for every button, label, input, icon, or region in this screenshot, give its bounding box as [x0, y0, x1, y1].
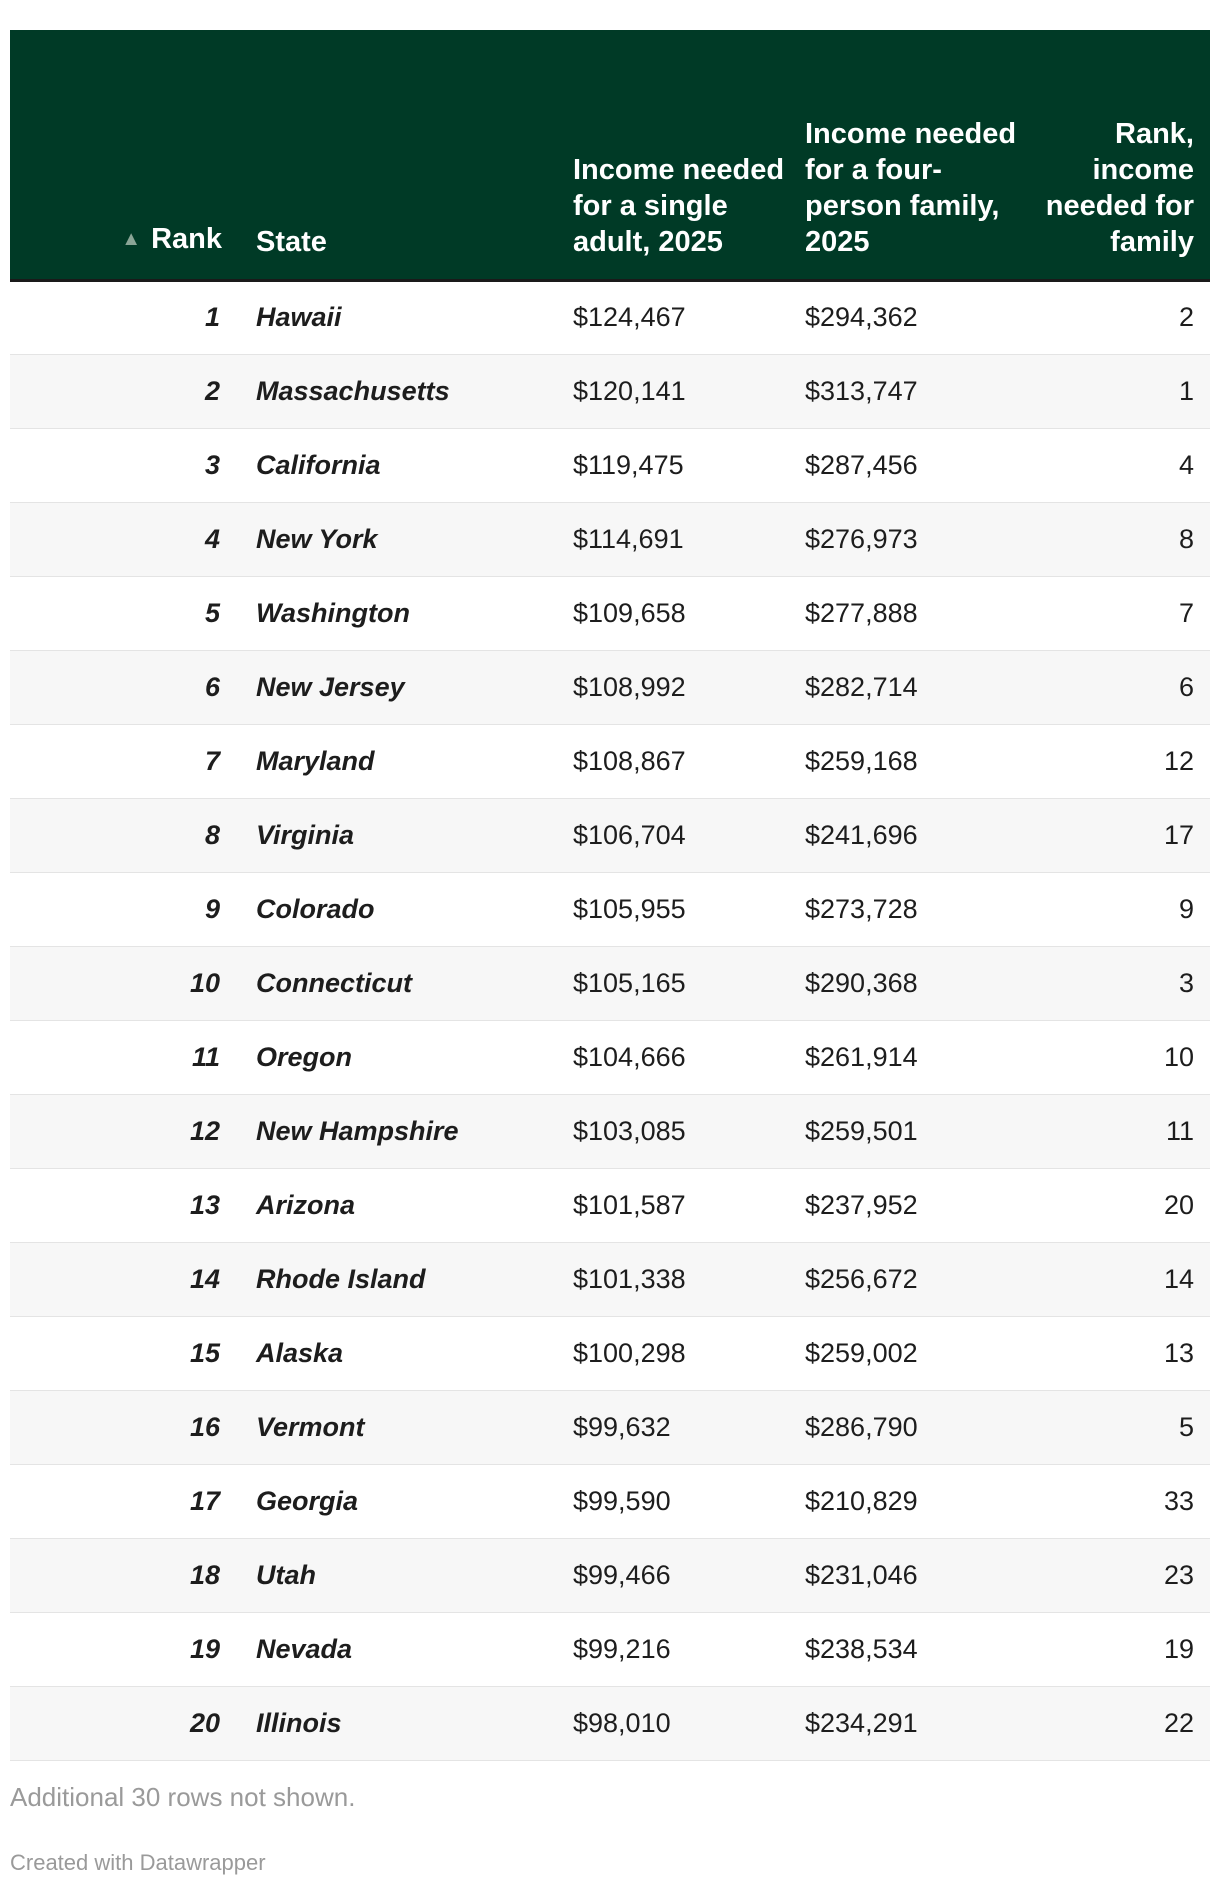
family-rank-cell: 5	[1178, 1411, 1194, 1442]
family-rank-cell: 17	[1163, 819, 1194, 850]
sort-ascending-icon: ▲	[121, 227, 142, 250]
column-header-rank[interactable]	[10, 30, 238, 280]
family-rank-cell: 10	[1163, 1041, 1194, 1072]
family-income-cell: $241,696	[805, 819, 918, 850]
table-row	[10, 1168, 1210, 1242]
table-row	[10, 724, 1210, 798]
state-cell: Hawaii	[256, 302, 342, 332]
family-rank-cell: 2	[1178, 302, 1194, 332]
header-row	[10, 30, 1210, 280]
table-row	[10, 650, 1210, 724]
family-income-cell: $256,672	[805, 1263, 918, 1294]
family-income-cell: $273,728	[805, 893, 918, 924]
rank-cell: 2	[204, 375, 220, 406]
column-header-single-adult-label: Income needed for a single adult, 2025	[573, 153, 785, 258]
family-income-cell: $261,914	[805, 1041, 918, 1072]
family-income-cell: $231,046	[805, 1559, 918, 1590]
family-income-cell: $286,790	[805, 1411, 918, 1442]
rank-cell: 5	[204, 597, 220, 628]
column-header-family-rank-label: Rank, income needed for family	[1045, 117, 1194, 258]
family-income-cell: $259,002	[805, 1337, 918, 1368]
column-header-family[interactable]	[793, 30, 1025, 280]
family-income-cell: $276,973	[805, 523, 918, 554]
table-row	[10, 1464, 1210, 1538]
table-row	[10, 1020, 1210, 1094]
state-cell: Nevada	[256, 1633, 353, 1664]
datawrapper-credit: Created with Datawrapper	[10, 1850, 266, 1875]
rank-cell: 17	[189, 1485, 220, 1516]
rank-cell: 10	[189, 967, 220, 998]
table-row	[10, 1316, 1210, 1390]
table-row	[10, 1094, 1210, 1168]
state-cell: Vermont	[256, 1411, 365, 1442]
table-row	[10, 354, 1210, 428]
family-income-cell: $259,501	[805, 1115, 918, 1146]
column-header-rank-label: Rank	[151, 222, 222, 255]
family-rank-cell: 11	[1165, 1115, 1194, 1146]
column-header-single-adult[interactable]	[561, 30, 793, 280]
rank-cell: 11	[191, 1041, 220, 1072]
single-adult-income-cell: $120,141	[573, 375, 686, 406]
table-row	[10, 1612, 1210, 1686]
table-row	[10, 280, 1210, 354]
state-cell: Utah	[256, 1559, 316, 1590]
state-cell: New Hampshire	[256, 1115, 459, 1146]
family-income-cell: $234,291	[805, 1707, 918, 1738]
column-header-family-rank[interactable]	[1025, 30, 1210, 280]
rank-cell: 13	[189, 1189, 220, 1220]
single-adult-income-cell: $119,475	[573, 449, 684, 480]
state-cell: Connecticut	[256, 967, 413, 998]
rank-cell: 18	[189, 1559, 220, 1590]
family-rank-cell: 33	[1163, 1485, 1194, 1516]
single-adult-income-cell: $100,298	[573, 1337, 686, 1368]
family-rank-cell: 4	[1178, 449, 1194, 480]
column-header-state[interactable]	[238, 30, 561, 280]
state-cell: Maryland	[256, 745, 375, 776]
state-cell: Massachusetts	[256, 375, 450, 406]
single-adult-income-cell: $99,216	[573, 1633, 671, 1664]
table-row	[10, 428, 1210, 502]
family-income-cell: $294,362	[805, 302, 918, 332]
family-income-cell: $277,888	[805, 597, 918, 628]
family-income-cell: $210,829	[805, 1485, 918, 1516]
state-cell: Virginia	[256, 819, 355, 850]
table-body	[10, 280, 1210, 1760]
rank-cell: 6	[204, 671, 220, 702]
single-adult-income-cell: $108,867	[573, 745, 686, 776]
family-income-cell: $287,456	[805, 449, 918, 480]
rank-cell: 4	[204, 523, 220, 554]
state-cell: New Jersey	[256, 671, 405, 702]
single-adult-income-cell: $124,467	[573, 302, 686, 332]
single-adult-income-cell: $106,704	[573, 819, 686, 850]
single-adult-income-cell: $101,338	[573, 1263, 686, 1294]
state-cell: California	[256, 449, 381, 480]
family-rank-cell: 22	[1163, 1707, 1194, 1738]
family-income-cell: $290,368	[805, 967, 918, 998]
rank-cell: 14	[189, 1263, 220, 1294]
single-adult-income-cell: $99,466	[573, 1559, 671, 1590]
family-rank-cell: 9	[1178, 893, 1194, 924]
family-rank-cell: 20	[1163, 1189, 1194, 1220]
income-table	[10, 30, 1210, 1761]
single-adult-income-cell: $103,085	[573, 1115, 686, 1146]
family-rank-cell: 14	[1163, 1263, 1194, 1294]
rank-cell: 8	[204, 819, 220, 850]
family-income-cell: $238,534	[805, 1633, 918, 1664]
family-rank-cell: 13	[1163, 1337, 1194, 1368]
state-cell: Colorado	[256, 893, 375, 924]
state-cell: Illinois	[256, 1707, 342, 1738]
family-rank-cell: 7	[1178, 597, 1194, 628]
single-adult-income-cell: $109,658	[573, 597, 686, 628]
single-adult-income-cell: $105,165	[573, 967, 686, 998]
single-adult-income-cell: $101,587	[573, 1189, 686, 1220]
family-rank-cell: 12	[1163, 745, 1194, 776]
column-header-state-label: State	[256, 225, 327, 258]
table-row	[10, 1538, 1210, 1612]
table-row	[10, 1390, 1210, 1464]
family-rank-cell: 1	[1178, 375, 1194, 406]
table-row	[10, 1686, 1210, 1760]
rank-cell: 12	[189, 1115, 220, 1146]
family-rank-cell: 6	[1178, 671, 1194, 702]
column-header-family-label: Income needed for a four-person family, 2025	[805, 117, 1017, 258]
single-adult-income-cell: $98,010	[573, 1707, 671, 1738]
family-rank-cell: 3	[1178, 967, 1194, 998]
state-cell: Alaska	[256, 1337, 344, 1368]
rank-cell: 9	[204, 893, 220, 924]
family-income-cell: $237,952	[805, 1189, 918, 1220]
rank-cell: 3	[204, 449, 220, 480]
rank-cell: 1	[204, 302, 220, 332]
table-row	[10, 946, 1210, 1020]
single-adult-income-cell: $99,590	[573, 1485, 671, 1516]
rank-cell: 19	[189, 1633, 220, 1664]
rank-cell: 20	[189, 1707, 220, 1738]
single-adult-income-cell: $104,666	[573, 1041, 686, 1072]
single-adult-income-cell: $99,632	[573, 1411, 671, 1442]
family-income-cell: $313,747	[805, 375, 918, 406]
single-adult-income-cell: $105,955	[573, 893, 686, 924]
table-row	[10, 576, 1210, 650]
state-cell: Arizona	[256, 1189, 356, 1220]
rank-cell: 7	[204, 745, 220, 776]
table-row	[10, 502, 1210, 576]
state-cell: Georgia	[256, 1485, 359, 1516]
family-rank-cell: 19	[1163, 1633, 1194, 1664]
rank-cell: 16	[189, 1411, 220, 1442]
table-row	[10, 1242, 1210, 1316]
family-rank-cell: 8	[1178, 523, 1194, 554]
rank-cell: 15	[189, 1337, 220, 1368]
family-income-cell: $282,714	[805, 671, 918, 702]
rows-not-shown-note: Additional 30 rows not shown.	[10, 1782, 356, 1812]
single-adult-income-cell: $114,691	[573, 523, 684, 554]
family-rank-cell: 23	[1163, 1559, 1194, 1590]
table-row	[10, 872, 1210, 946]
table-header	[10, 30, 1210, 280]
table-row	[10, 798, 1210, 872]
single-adult-income-cell: $108,992	[573, 671, 686, 702]
state-cell: Oregon	[256, 1041, 353, 1072]
state-cell: Rhode Island	[256, 1263, 426, 1294]
family-income-cell: $259,168	[805, 745, 918, 776]
state-cell: Washington	[256, 597, 410, 628]
state-cell: New York	[256, 523, 378, 554]
